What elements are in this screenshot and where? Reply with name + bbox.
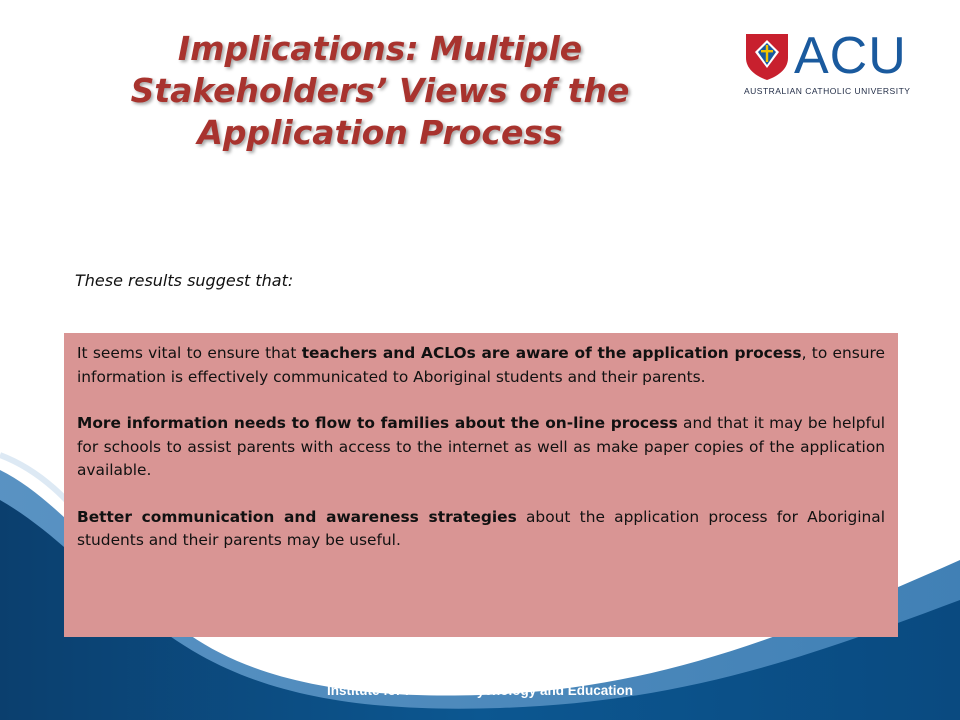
content-box (64, 333, 898, 637)
shield-cross-icon (746, 34, 788, 80)
paragraph-1-post: , to ensure information is effectively communicated to Aboriginal students and their parents. (77, 344, 885, 386)
logo-wordmark: ACU (794, 27, 907, 85)
paragraph-1-bold: teachers and ACLOs are aware of the application process (301, 344, 802, 362)
paragraph-3-post: about the application process for Aboriginal students and their parents may be useful. (77, 507, 885, 549)
slide-title: Implications: Multiple Stakeholders’ Views of the Application Process (130, 29, 630, 152)
logo-subtitle: AUSTRALIAN CATHOLIC UNIVERSITY (744, 86, 911, 96)
paragraph-3 (77, 506, 885, 553)
acu-logo (744, 27, 934, 98)
footer-text: Institute for Positive Psychology and Education (326, 683, 634, 698)
paragraph-2-bold: More information needs to flow to families about the on-line process (77, 414, 678, 432)
paragraph-2 (77, 412, 885, 483)
paragraph-3-bold: Better communication and awareness strategies (77, 507, 517, 526)
paragraph-1 (77, 342, 885, 389)
paragraph-2-post: and that it may be helpful for schools to assist parents with access to the internet as well as make paper copies of the application available. (77, 414, 885, 479)
paragraph-1-pre: It seems vital to ensure that (77, 344, 302, 362)
intro-text: These results suggest that: (75, 271, 294, 290)
